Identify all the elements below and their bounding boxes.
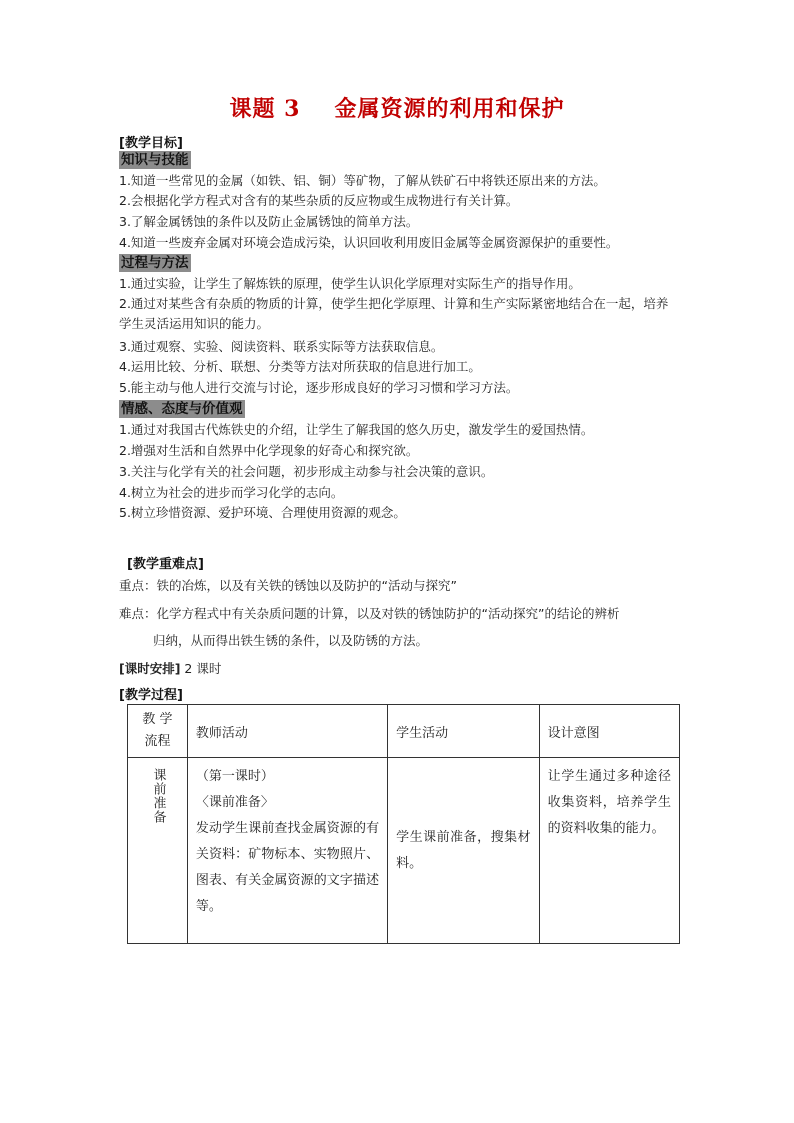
- header-intent: 设计意图: [539, 705, 679, 758]
- header-student: 学生活动: [388, 705, 540, 758]
- intent-cell: [539, 758, 679, 944]
- stage-label: 课前准备: [150, 768, 166, 824]
- process-item-4: 4.运用比较、分析、联想、分类等方法对所获取的信息进行加工。: [119, 359, 481, 374]
- emotion-item-2: 2.增强对生活和自然界中化学现象的好奇心和探究欲。: [119, 443, 419, 458]
- keypoints-difficulty-cont: 归纳，从而得出铁生锈的条件，以及防锈的方法。: [153, 633, 429, 648]
- process-item-5: 5.能主动与他人进行交流与讨论，逐步形成良好的学习习惯和学习方法。: [119, 380, 519, 395]
- knowledge-item-4: 4.知道一些废弃金属对环境会造成污染，认识回收利用废旧金属等金属资源保护的重要性。: [119, 235, 619, 250]
- emotion-item-4: 4.树立为社会的进步而学习化学的志向。: [119, 485, 344, 500]
- process-heading: 过程与方法: [121, 255, 189, 271]
- knowledge-item-3: 3.了解金属锈蚀的条件以及防止金属锈蚀的简单方法。: [119, 214, 419, 229]
- lesson-number: 课题 3: [229, 96, 301, 122]
- emotion-item-1: 1.通过对我国古代炼铁史的介绍，让学生了解我国的悠久历史，激发学生的爱国热情。: [119, 422, 594, 437]
- lesson-title: [0, 92, 794, 123]
- goals-label: [教学目标]: [119, 136, 183, 151]
- keypoints-label: [教学重难点]: [127, 557, 204, 572]
- schedule-line: [119, 657, 221, 681]
- table-header-row: [128, 705, 680, 758]
- header-flow: 教 学 流程: [128, 705, 188, 758]
- lesson-name: 金属资源的利用和保护: [334, 96, 565, 122]
- keypoints-difficulty: 难点：化学方程式中有关杂质问题的计算，以及对铁的锈蚀防护的“活动探究”的结论的辨析: [119, 606, 620, 621]
- schedule-value: 2 课时: [184, 661, 222, 676]
- teacher-line-3: 发动学生课前查找金属资源的有关资料：矿物标本、实物照片、图表、有关金属资源的文字描述等。: [195, 821, 380, 914]
- teacher-line-1: （第一课时）: [195, 769, 274, 784]
- process-item-1: 1.通过实验，让学生了解炼铁的原理，使学生认识化学原理对实际生产的指导作用。: [119, 276, 581, 291]
- knowledge-heading: 知识与技能: [121, 152, 189, 168]
- teaching-process-table: [127, 704, 680, 944]
- process-item-3: 3.通过观察、实验、阅读资料、联系实际等方法获取信息。: [119, 339, 444, 354]
- design-intent: 让学生通过多种途径收集资料，培养学生的资料收集的能力。: [547, 769, 671, 836]
- knowledge-item-2: 2.会根据化学方程式对含有的某些杂质的反应物或生成物进行有关计算。: [119, 193, 519, 208]
- stage-cell: [128, 758, 188, 944]
- knowledge-item-1: 1.知道一些常见的金属（如铁、铝、铜）等矿物，了解从铁矿石中将铁还原出来的方法。: [119, 173, 606, 188]
- process-item-2: 2.通过对某些含有杂质的物质的计算，使学生把化学原理、计算和生产实际紧密地结合在一起，培养学生灵活运用知识的能力。: [119, 296, 669, 331]
- emotion-item-5: 5.树立珍惜资源、爱护环境、合理使用资源的观念。: [119, 505, 406, 520]
- student-activity: 学生课前准备，搜集材料。: [396, 829, 531, 871]
- emotion-item-3: 3.关注与化学有关的社会问题，初步形成主动参与社会决策的意识。: [119, 464, 494, 479]
- emotion-heading: 情感、态度与价值观: [121, 401, 243, 417]
- teacher-line-2: 〈课前准备〉: [195, 795, 274, 810]
- student-cell: [388, 758, 540, 944]
- teacher-cell: [187, 758, 387, 944]
- keypoints-focus: 重点：铁的冶炼，以及有关铁的锈蚀以及防护的“活动与探究”: [119, 578, 457, 593]
- process-label: [教学过程]: [119, 688, 183, 703]
- schedule-label: [课时安排]: [119, 661, 181, 676]
- header-teacher: 教师活动: [187, 705, 387, 758]
- table-row: [128, 758, 680, 944]
